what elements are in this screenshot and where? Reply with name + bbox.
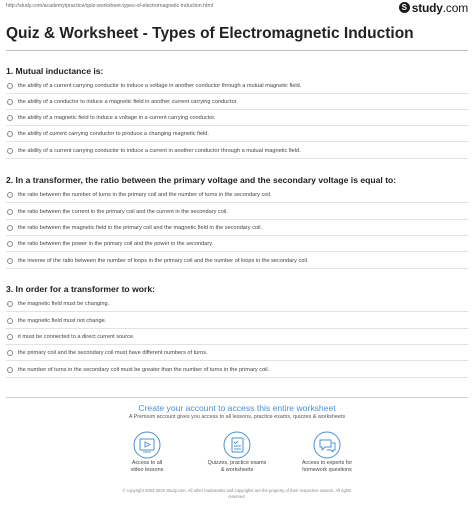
title-divider bbox=[6, 50, 468, 51]
study-logo-text: study.com bbox=[411, 0, 468, 15]
feature-label-line-2: video lessons bbox=[130, 467, 164, 474]
answer-text: it must be connected to a direct current source. bbox=[18, 334, 135, 340]
radio-button[interactable] bbox=[7, 99, 13, 105]
answer-option[interactable] bbox=[6, 205, 468, 220]
radio-button[interactable] bbox=[7, 334, 13, 340]
answer-option[interactable] bbox=[6, 188, 468, 203]
answer-text: the ability of a magnetic field to induce a voltage in a current carrying conductor. bbox=[18, 115, 216, 121]
copyright-line-1: © copyright 2003-2020 Study.com. All other trademarks and copyrights are the property of their respective owners. All rights bbox=[122, 488, 352, 493]
question-1: 1. Mutual inductance is: bbox=[6, 66, 104, 76]
answer-text: the ratio between the power in the primary coil and the power in the secondary. bbox=[18, 241, 214, 247]
answer-text: the ratio between the number of turns in the primary coil and the number of turns in the secondary coil. bbox=[18, 192, 272, 198]
answer-text: the ability of a conductor to induce a magnetic field in another current carrying conductor. bbox=[18, 99, 238, 105]
answer-option[interactable] bbox=[6, 314, 468, 329]
answer-text: the inverse of the ratio between the number of loops in the primary coil and the number of loops in the secondary coil. bbox=[18, 258, 309, 264]
answer-option[interactable] bbox=[6, 363, 468, 378]
answer-text: the ability of current carrying conductor to produce a changing magnetic field. bbox=[18, 131, 209, 137]
answer-text: the ability of a current carrying conductor to induce a voltage in another conductor through a mutual magnetic field. bbox=[18, 83, 302, 89]
top-bar bbox=[0, 0, 474, 14]
feature-label-line-1: Access to all bbox=[131, 460, 163, 466]
answer-option[interactable] bbox=[6, 127, 468, 142]
radio-button[interactable] bbox=[7, 83, 13, 89]
feature-quizzes bbox=[192, 430, 282, 475]
radio-button[interactable] bbox=[7, 209, 13, 215]
answer-option[interactable] bbox=[6, 346, 468, 361]
answer-option[interactable] bbox=[6, 237, 468, 252]
study-logo-icon: S bbox=[399, 2, 410, 13]
radio-button[interactable] bbox=[7, 131, 13, 137]
expert-chat-icon bbox=[312, 430, 342, 460]
radio-button[interactable] bbox=[7, 258, 13, 264]
feature-video-lessons bbox=[102, 430, 192, 475]
answer-option[interactable] bbox=[6, 79, 468, 94]
radio-button[interactable] bbox=[7, 318, 13, 324]
radio-button[interactable] bbox=[7, 225, 13, 231]
copyright-footer bbox=[0, 488, 474, 500]
feature-label-line-1: Quizzes, practice exams bbox=[207, 460, 267, 466]
answer-text: the number of turns in the secondary coil must be greater than the number of turns in the primary coil. bbox=[18, 367, 270, 373]
answer-option[interactable] bbox=[6, 254, 468, 269]
video-lesson-icon bbox=[132, 430, 162, 460]
feature-experts bbox=[282, 430, 372, 475]
answer-text: the primary coil and the secondary coil must have different numbers of turns. bbox=[18, 350, 208, 356]
answer-option[interactable] bbox=[6, 111, 468, 126]
create-account-link[interactable]: Create your account to access this entire worksheet bbox=[138, 403, 336, 413]
radio-button[interactable] bbox=[7, 241, 13, 247]
question-3: 3. In order for a transformer to work: bbox=[6, 284, 155, 294]
answer-text: the ratio between the current in the primary coil and the current in the secondary coil. bbox=[18, 209, 228, 215]
question-2: 2. In a transformer, the ratio between the primary voltage and the secondary voltage is equal to: bbox=[6, 175, 397, 185]
radio-button[interactable] bbox=[7, 148, 13, 154]
radio-button[interactable] bbox=[7, 350, 13, 356]
radio-button[interactable] bbox=[7, 301, 13, 307]
radio-button[interactable] bbox=[7, 192, 13, 198]
feature-label-line-2: homework questions bbox=[302, 467, 352, 474]
radio-button[interactable] bbox=[7, 115, 13, 121]
answer-option[interactable] bbox=[6, 330, 468, 345]
answer-option[interactable] bbox=[6, 297, 468, 312]
page-url: http://study.com/academy/practice/quiz-worksheet-types-of-electromagnetic-induction.html bbox=[6, 3, 213, 9]
feature-label-line-2: & worksheets bbox=[220, 467, 254, 474]
answer-text: the ability of a current carrying conductor to induce a current in another conductor through a mutual magnetic field. bbox=[18, 148, 301, 154]
quiz-icon bbox=[222, 430, 252, 460]
answer-text: the magnetic field must be changing. bbox=[18, 301, 110, 307]
cta-divider bbox=[6, 397, 468, 398]
study-logo[interactable] bbox=[399, 1, 468, 14]
premium-description: A Premium account gives you access to all lessons, practice exams, quizzes & worksheets bbox=[128, 414, 346, 420]
feature-label-line-1: Access to experts for bbox=[301, 460, 353, 466]
page-title: Quiz & Worksheet - Types of Electromagnetic Induction bbox=[6, 25, 414, 42]
answer-option[interactable] bbox=[6, 144, 468, 159]
answer-option[interactable] bbox=[6, 221, 468, 236]
answer-text: the ratio between the magnetic field in the primary coil and the magnetic field in the secondary coil. bbox=[18, 225, 263, 231]
copyright-line-2: reserved. bbox=[228, 494, 246, 499]
answer-text: the magnetic field must not change. bbox=[18, 318, 107, 324]
radio-button[interactable] bbox=[7, 367, 13, 373]
answer-option[interactable] bbox=[6, 95, 468, 110]
